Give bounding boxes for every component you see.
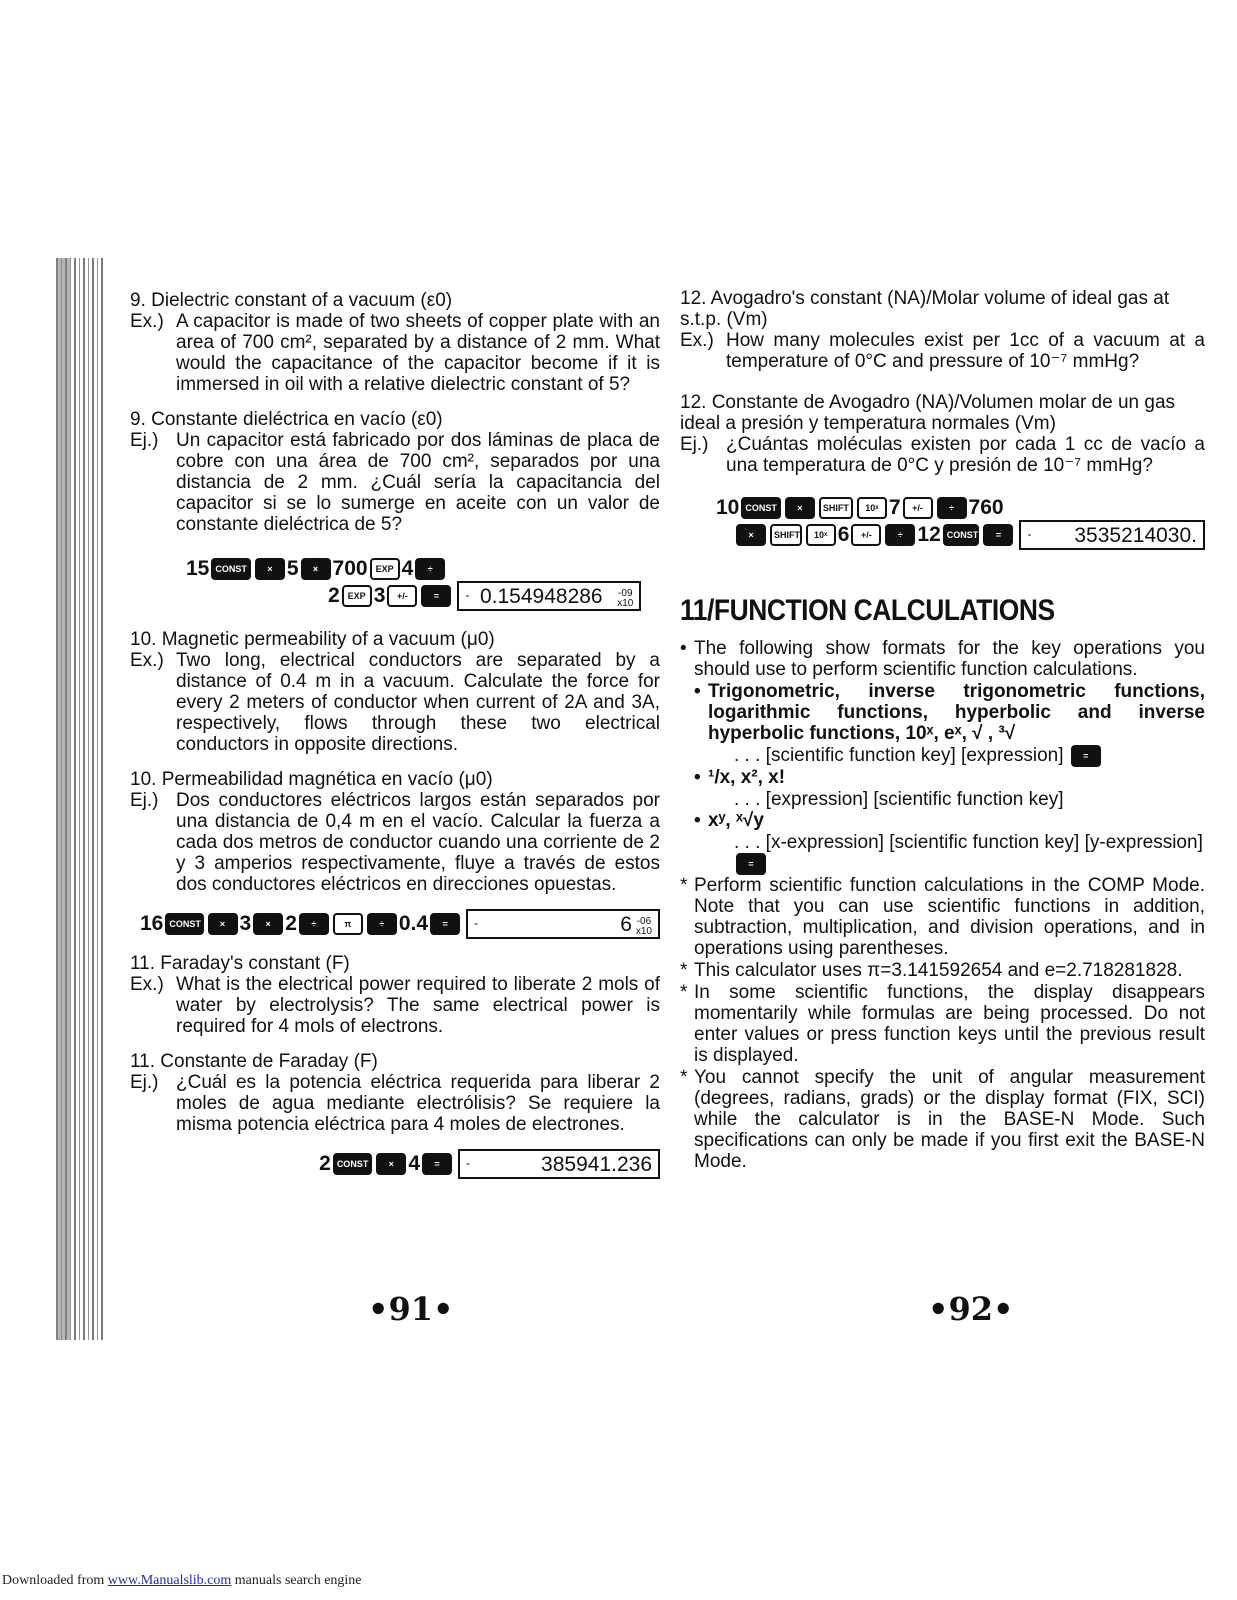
example-text: ¿Cuántas moléculas existen por cada 1 cc de vacío a una temperatura de 0°C y presión de 10⁻⁷ mmHg? <box>726 434 1205 476</box>
multiply-key: × <box>785 497 815 519</box>
equals-key: = <box>1071 745 1101 767</box>
example-text: What is the electrical power required to liberate 2 mols of water by electrolysis? The same electrical power is required for 4 mols of electrons. <box>176 974 660 1037</box>
download-footer: Downloaded from www.Manualslib.com manuals search engine <box>2 1573 362 1588</box>
multiply-key: × <box>208 913 238 935</box>
example-text: A capacitor is made of two sheets of copper plate with an area of 700 cm², separated by a distance of 2 mm. What would the capacitance of the capacitor become if it is immersed in oil with a relative dielectric constant of 5? <box>176 311 660 395</box>
const-key: CONST <box>741 497 781 519</box>
example-label: Ex.) <box>130 650 164 671</box>
sign-key: +/- <box>903 497 933 519</box>
item-12-en <box>680 288 1205 372</box>
item-heading: 12. Constante de Avogadro (NA)/Volumen molar de un gas ideal a presión y temperatura normales (Vm) <box>680 392 1176 434</box>
item-heading: 12. Avogadro's constant (NA)/Molar volume of ideal gas at s.t.p. (Vm) <box>680 288 1170 330</box>
divide-key: ÷ <box>885 524 915 546</box>
item-heading: 11. Constante de Faraday (F) <box>130 1051 378 1072</box>
page-number-right: •92• <box>928 1290 1014 1328</box>
item-heading: 11. Faraday's constant (F) <box>130 953 350 974</box>
left-page <box>130 290 660 1193</box>
key-sequence-11: 2 CONST × 4 = - 385941.236 <box>130 1149 660 1179</box>
example-label: Ex.) <box>130 311 164 332</box>
example-label: Ej.) <box>130 430 159 451</box>
item-heading: 10. Magnetic permeability of a vacuum (μ0) <box>130 629 495 650</box>
equals-key: = <box>430 913 460 935</box>
calculator-display: - 385941.236 <box>458 1149 660 1179</box>
key-sequence-10: 16 CONST × 3 × 2 ÷ π ÷ 0.4 = - 6 -06 x10 <box>130 909 660 939</box>
example-text: How many molecules exist per 1cc of a vacuum at a temperature of 0°C and pressure of 10⁻⁷ mmHg? <box>726 330 1205 372</box>
equals-key: = <box>422 1153 452 1175</box>
binding-edge <box>56 258 106 1340</box>
example-label: Ex.) <box>680 330 714 351</box>
const-key: CONST <box>333 1153 373 1175</box>
item-heading: 9. Dielectric constant of a vacuum (ε0) <box>130 290 453 311</box>
display-value: 6 <box>620 913 632 936</box>
item-11-en <box>130 953 660 1037</box>
manualslib-link[interactable]: www.Manualslib.com <box>107 1573 232 1588</box>
multiply-key: × <box>255 558 285 580</box>
divide-key: ÷ <box>937 497 967 519</box>
pi-key: π <box>333 913 363 935</box>
section-title: 11/FUNCTION CALCULATIONS <box>680 594 1055 627</box>
item-9-en <box>130 290 660 395</box>
right-page <box>680 288 1205 1173</box>
sign-key: +/- <box>387 585 417 607</box>
sign-key: +/- <box>851 524 881 546</box>
calculator-display: - 0.154948286 -09 x10 <box>457 581 641 611</box>
item-heading: 10. Permeabilidad magnética en vacío (μ0) <box>130 769 493 790</box>
format-syntax: . . . [expression] [scientific function key] <box>734 789 1064 810</box>
item-12-es <box>680 392 1205 476</box>
example-text: Two long, electrical conductors are separated by a distance of 0.4 m in a vacuum. Calculate the force for every 2 meters of conductor when current of 2A and 3A, respectively, flows through these two electrical conductors in opposite directions. <box>176 650 660 755</box>
exp-key: EXP <box>370 558 400 580</box>
calculator-display: - 3535214030. <box>1019 520 1205 550</box>
multiply-key: × <box>736 524 766 546</box>
equals-key: = <box>983 524 1013 546</box>
page-number-left: •91• <box>368 1290 454 1328</box>
key-sequence-12: 10 CONST × SHIFT 10ˣ 7 +/- ÷ 760 × SHIFT 10ˣ 6 +/- ÷ 12 CONST = - 3535214030. <box>680 496 1205 550</box>
example-label: Ex.) <box>130 974 164 995</box>
const-key: CONST <box>165 913 203 935</box>
item-11-es <box>130 1051 660 1135</box>
example-label: Ej.) <box>130 790 159 811</box>
example-label: Ej.) <box>680 434 709 455</box>
format-syntax: . . . [scientific function key] [expression] = <box>694 745 1205 767</box>
ten-power-key: 10ˣ <box>857 497 887 519</box>
equals-key: = <box>736 853 766 875</box>
divide-key: ÷ <box>415 558 445 580</box>
display-value: 0.154948286 <box>479 585 603 608</box>
example-text: ¿Cuál es la potencia eléctrica requerida para liberar 2 moles de agua mediante electrólisis? Se requiere la misma potencia eléctrica para 4 moles de electrones. <box>176 1072 660 1135</box>
const-key: CONST <box>943 524 980 546</box>
display-exponent: -06 x10 <box>635 916 652 937</box>
example-text: Dos conductores eléctricos largos están separados por una distancia de 0,4 m en el vacío. Calcular la fuerza a cada dos metros de conductor cuando una corriente de 2 y 3 amperios respectivamente, fluye a través de estos dos conductores eléctricos en direcciones opuestas. <box>176 790 660 895</box>
const-key: CONST <box>211 558 251 580</box>
key-sequence-9: 15 CONST × 5 × 700 EXP 4 ÷ 2 EXP 3 +/- = - 0.154948286 -09 x10 <box>130 557 660 611</box>
multiply-key: × <box>301 558 331 580</box>
note-item: * Perform scientific function calculations in the COMP Mode. Note that you can use scientific functions in addition, subtraction, multiplication, and division operations, and in operations using parentheses. <box>680 875 1205 959</box>
format-syntax: . . . [x-expression] [scientific function key] [y-expression] = <box>694 832 1205 875</box>
format-item: • Trigonometric, inverse trigonometric functions, logarithmic functions, hyperbolic and inverse hyperbolic functions, 10ˣ, eˣ, √ , ³√ <box>694 681 1205 744</box>
format-list <box>680 681 1205 875</box>
divide-key: ÷ <box>299 913 329 935</box>
format-item: • xʸ, ˣ√y <box>694 810 764 831</box>
multiply-key: × <box>376 1153 406 1175</box>
display-exponent: -09 x10 <box>617 588 634 609</box>
item-10-en <box>130 629 660 755</box>
ten-power-key: 10ˣ <box>806 524 836 546</box>
multiply-key: × <box>253 913 283 935</box>
display-value: 385941.236 <box>541 1153 652 1176</box>
item-9-es <box>130 409 660 535</box>
example-label: Ej.) <box>130 1072 159 1093</box>
note-item: * In some scientific functions, the display disappears momentarily while formulas are being processed. Do not enter values or press function keys until the previous result is displayed. <box>680 982 1205 1066</box>
note-item: * You cannot specify the unit of angular measurement (degrees, radians, grads) or the display format (FIX, SCI) while the calculator is in the BASE-N Mode. Such specifications can only be made if you first exit the BASE-N Mode. <box>680 1067 1205 1172</box>
item-heading: 9. Constante dieléctrica en vacío (ε0) <box>130 409 443 430</box>
intro-note: • The following show formats for the key operations you should use to perform scientific function calculations. <box>680 638 1205 680</box>
display-value: 3535214030. <box>1074 524 1198 547</box>
shift-key: SHIFT <box>819 497 853 519</box>
exp-key: EXP <box>342 585 372 607</box>
example-text: Un capacitor está fabricado por dos láminas de placa de cobre con una área de 700 cm², separados por una distancia de 2 mm. ¿Cuál sería la capacitancia del capacitor si se lo sumerge en aceite con un valor de constante dieléctrica de 5? <box>176 430 660 535</box>
shift-key: SHIFT <box>770 524 802 546</box>
calculator-display: - 6 -06 x10 <box>466 909 660 939</box>
divide-key: ÷ <box>367 913 397 935</box>
note-item: * This calculator uses π=3.141592654 and e=2.718281828. <box>680 960 1183 981</box>
format-item: • ¹/x, x², x! <box>694 767 786 788</box>
item-10-es <box>130 769 660 895</box>
equals-key: = <box>421 585 451 607</box>
